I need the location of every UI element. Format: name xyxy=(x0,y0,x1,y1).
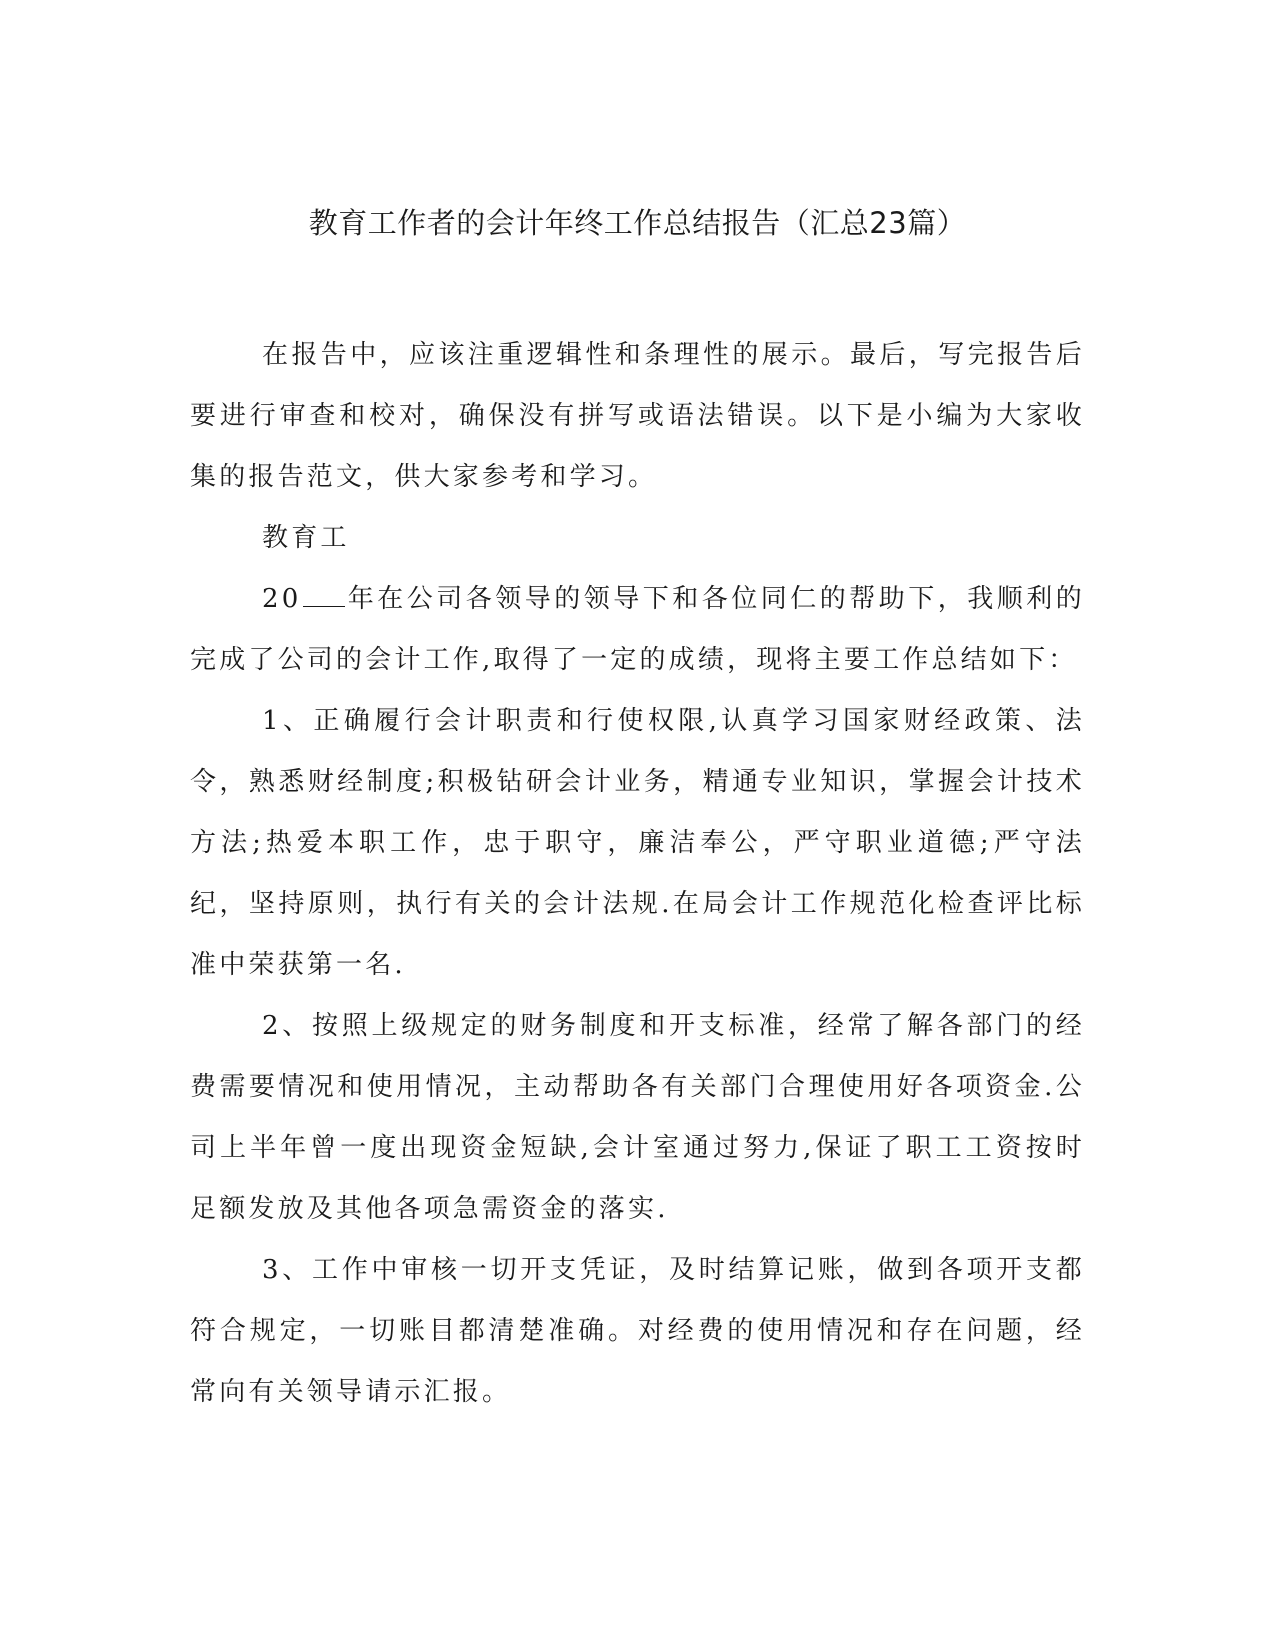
item-2-paragraph: 2、按照上级规定的财务制度和开支标准，经常了解各部门的经费需要情况和使用情况，主动帮助各有关部门合理使用好各项资金.公司上半年曾一度出现资金短缺,会计室通过努力,保证了职工工资按时足额发放及其他各项急需资金的落实. xyxy=(190,1011,1085,1224)
intro-paragraph: 在报告中，应该注重逻辑性和条理性的展示。最后，写完报告后要进行审查和校对，确保没有拼写或语法错误。以下是小编为大家收集的报告范文，供大家参考和学习。 xyxy=(190,340,1085,492)
item-1-paragraph: 1、正确履行会计职责和行使权限,认真学习国家财经政策、法令，熟悉财经制度;积极钻研会计业务，精通专业知识，掌握会计技术方法;热爱本职工作，忠于职守，廉洁奉公，严守职业道德;严守法纪，坚持原则，执行有关的会计法规.在局会计工作规范化检查评比标准中荣获第一名. xyxy=(190,706,1085,980)
item-3-paragraph: 3、工作中审核一切开支凭证，及时结算记账，做到各项开支都符合规定，一切账目都清楚准确。对经费的使用情况和存在问题，经常向有关领导请示汇报。 xyxy=(190,1255,1085,1407)
opening-text: 年在公司各领导的领导下和各位同仁的帮助下，我顺利的完成了公司的会计工作,取得了一定的成绩，现将主要工作总结如下： xyxy=(190,584,1085,675)
opening-paragraph xyxy=(190,569,1085,691)
year-prefix: 20 xyxy=(262,584,302,614)
document-body xyxy=(190,325,1085,1423)
document-title: 教育工作者的会计年终工作总结报告（汇总23篇） xyxy=(308,206,967,240)
subheading-paragraph: 教育工 xyxy=(262,523,350,553)
year-blank-underline xyxy=(303,582,345,607)
